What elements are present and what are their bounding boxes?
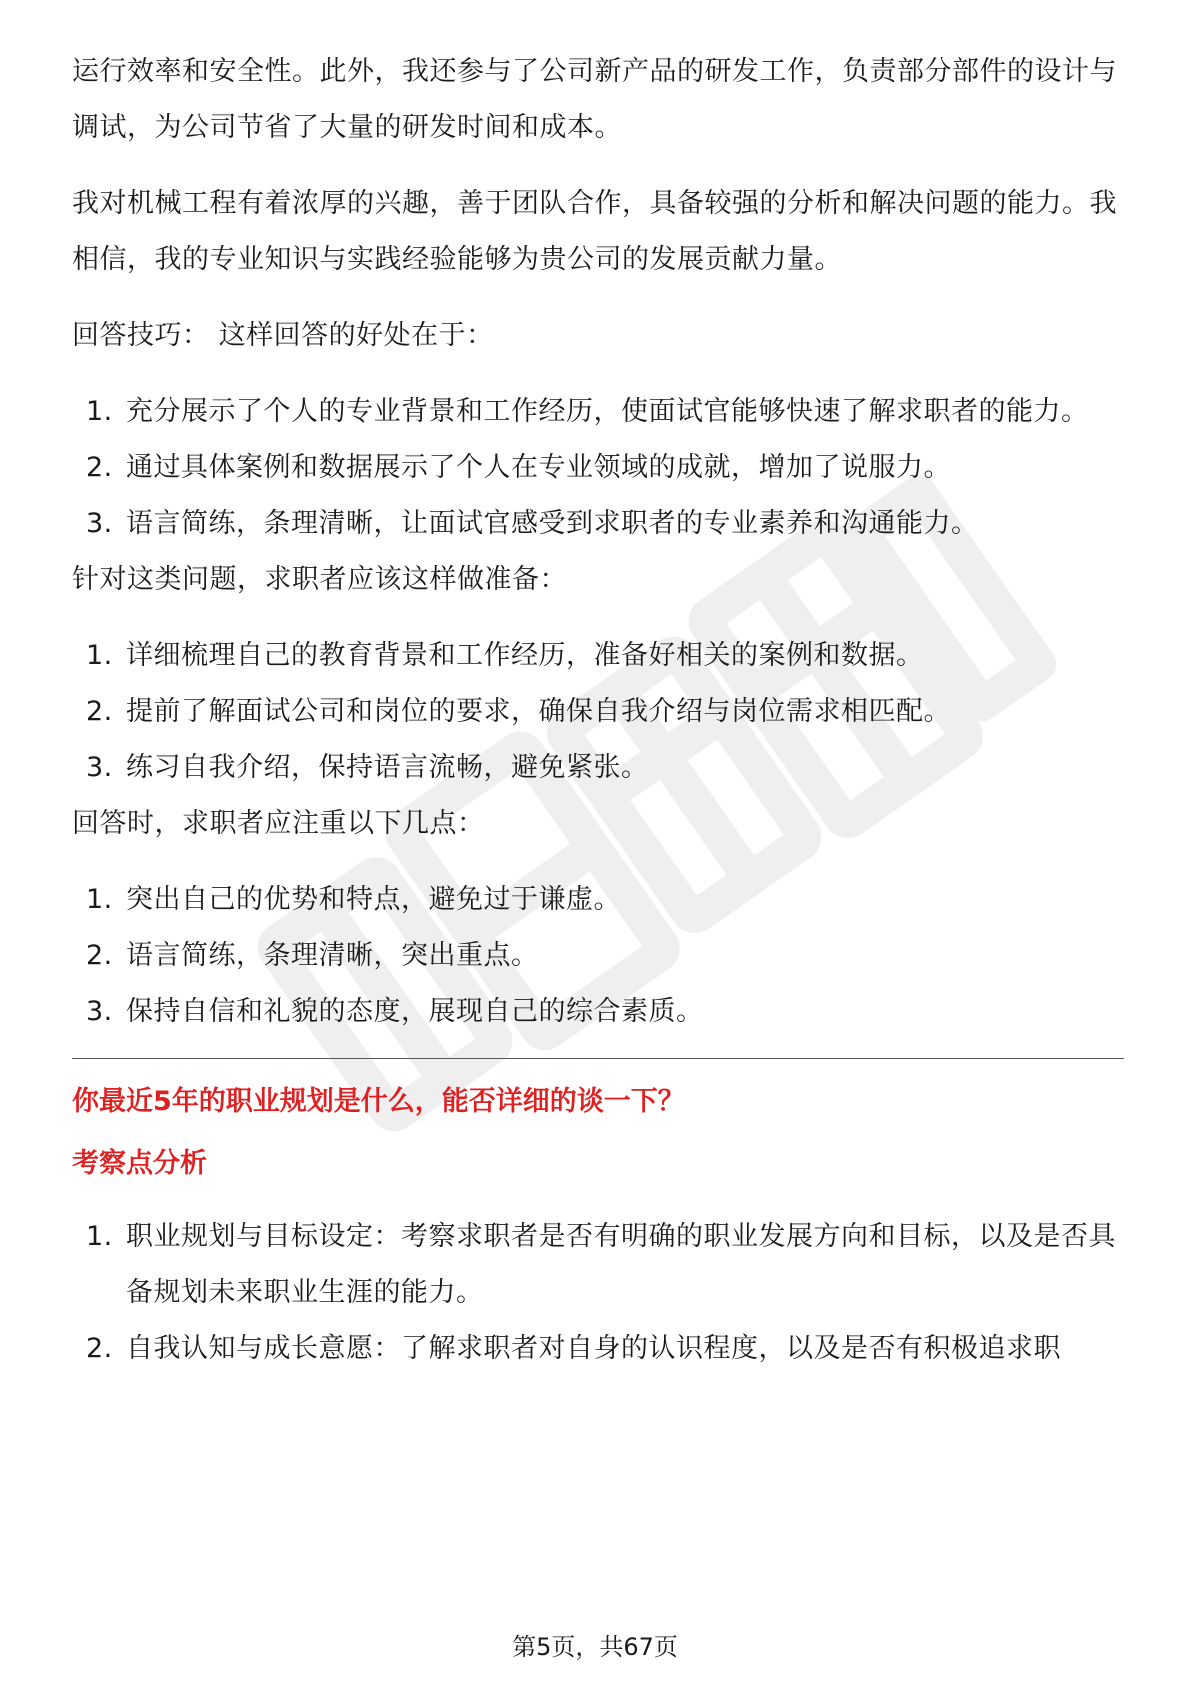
intro-paragraph: 我对机械工程有着浓厚的兴趣，善于团队合作，具备较强的分析和解决问题的能力。我相信，我的专业知识与实践经验能够为贵公司的发展贡献力量。 [72,188,1117,275]
focus-list [72,872,1124,1040]
list-item: 3. 练习自我介绍，保持语言流畅，避免紧张。 [86,752,649,783]
list-item: 1. 职业规划与目标设定：考察求职者是否有明确的职业发展方向和目标，以及是否具备规划未来职业生涯的能力。 [86,1221,1116,1308]
page-content [72,44,1124,1377]
tips-list [72,384,1124,552]
question-title: 你最近5年的职业规划是什么，能否详细的谈一下？ [72,1086,685,1117]
prep-heading-block [72,552,1124,608]
intro-paragraph: 运行效率和安全性。此外，我还参与了公司新产品的研发工作，负责部分部件的设计与调试，为公司节省了大量的研发时间和成本。 [72,56,1117,143]
analysis-heading: 考察点分析 [72,1148,207,1179]
list-item: 1. 突出自己的优势和特点，避免过于谦虚。 [86,884,621,915]
list-item: 3. 语言简练，条理清晰，让面试官感受到求职者的专业素养和沟通能力。 [86,508,979,539]
intro-section [72,44,1124,156]
prep-list [72,628,1124,796]
list-item: 2. 通过具体案例和数据展示了个人在专业领域的成就，增加了说服力。 [86,452,951,483]
tips-heading-block [72,308,1124,364]
intro-section-2 [72,176,1124,288]
prep-heading: 针对这类问题，求职者应该这样做准备： [72,564,567,595]
list-item: 2. 提前了解面试公司和岗位的要求，确保自我介绍与岗位需求相匹配。 [86,696,951,727]
focus-heading-block [72,796,1124,852]
focus-heading: 回答时，求职者应注重以下几点： [72,808,485,839]
list-item: 1. 充分展示了个人的专业背景和工作经历，使面试官能够快速了解求职者的能力。 [86,396,1089,427]
list-item: 3. 保持自信和礼貌的态度，展现自己的综合素质。 [86,996,704,1027]
list-item: 2. 语言简练，条理清晰，突出重点。 [86,940,539,971]
list-item: 2. 自我认知与成长意愿：了解求职者对自身的认识程度，以及是否有积极追求职 [86,1333,1061,1364]
analysis-list [72,1209,1124,1377]
section-divider [72,1058,1124,1059]
page-number-footer: 第5页，共67页 [512,1633,678,1661]
tips-heading: 回答技巧： 这样回答的好处在于： [72,320,494,351]
list-item: 1. 详细梳理自己的教育背景和工作经历，准备好相关的案例和数据。 [86,640,924,671]
